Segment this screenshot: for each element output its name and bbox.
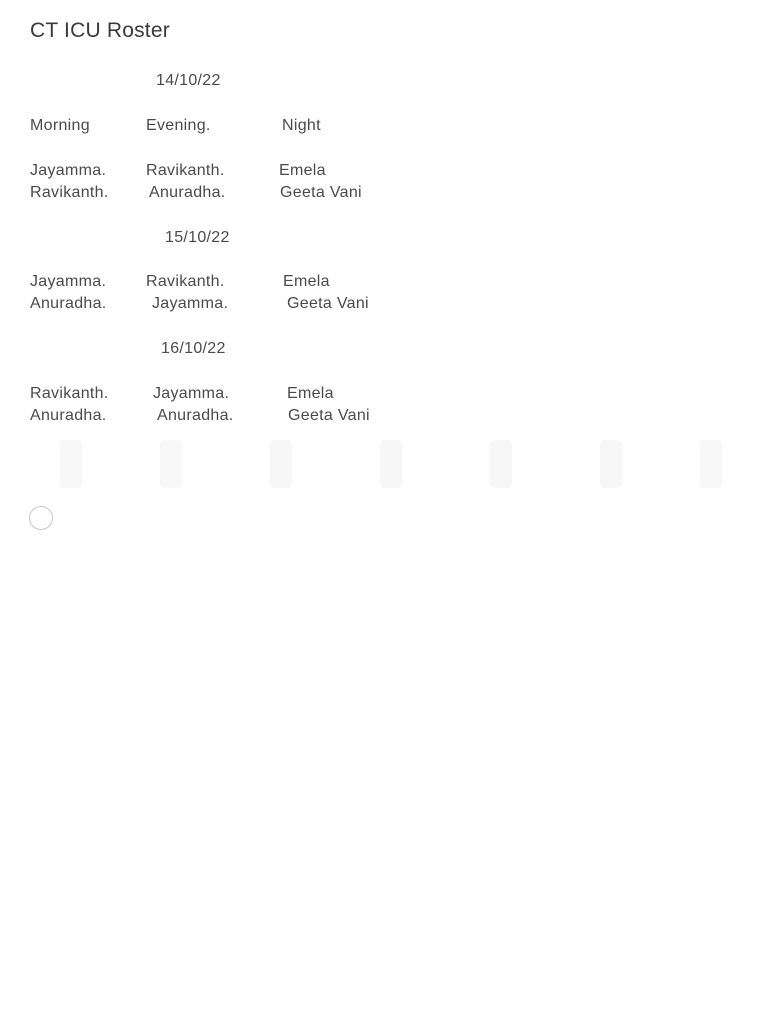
date-heading: 15/10/22 [165,229,230,246]
roster-cell: Ravikanth. [30,385,109,402]
roster-cell: Geeta Vani [287,295,369,312]
note-title: CT ICU Roster [30,19,170,42]
roster-cell: Geeta Vani [280,184,362,201]
roster-cell: Emela [283,273,330,290]
roster-cell: Anuradha. [149,184,226,201]
shift-morning-label: Morning [30,117,90,134]
roster-cell: Ravikanth. [30,184,109,201]
roster-cell: Jayamma. [152,295,229,312]
shift-night-label: Night [282,117,321,134]
roster-cell: Emela [287,385,334,402]
date-heading: 16/10/22 [161,340,226,357]
roster-cell: Ravikanth. [146,162,225,179]
shift-evening-label: Evening. [146,117,211,134]
roster-cell: Anuradha. [157,407,234,424]
roster-cell: Geeta Vani [288,407,370,424]
date-heading: 14/10/22 [156,72,221,89]
roster-cell: Jayamma. [153,385,230,402]
checklist-circle[interactable] [29,506,53,530]
roster-cell: Jayamma. [30,162,107,179]
roster-cell: Ravikanth. [146,273,225,290]
roster-cell: Emela [279,162,326,179]
faint-background-artifact [40,440,720,490]
roster-cell: Anuradha. [30,295,107,312]
roster-cell: Jayamma. [30,273,107,290]
roster-cell: Anuradha. [30,407,107,424]
